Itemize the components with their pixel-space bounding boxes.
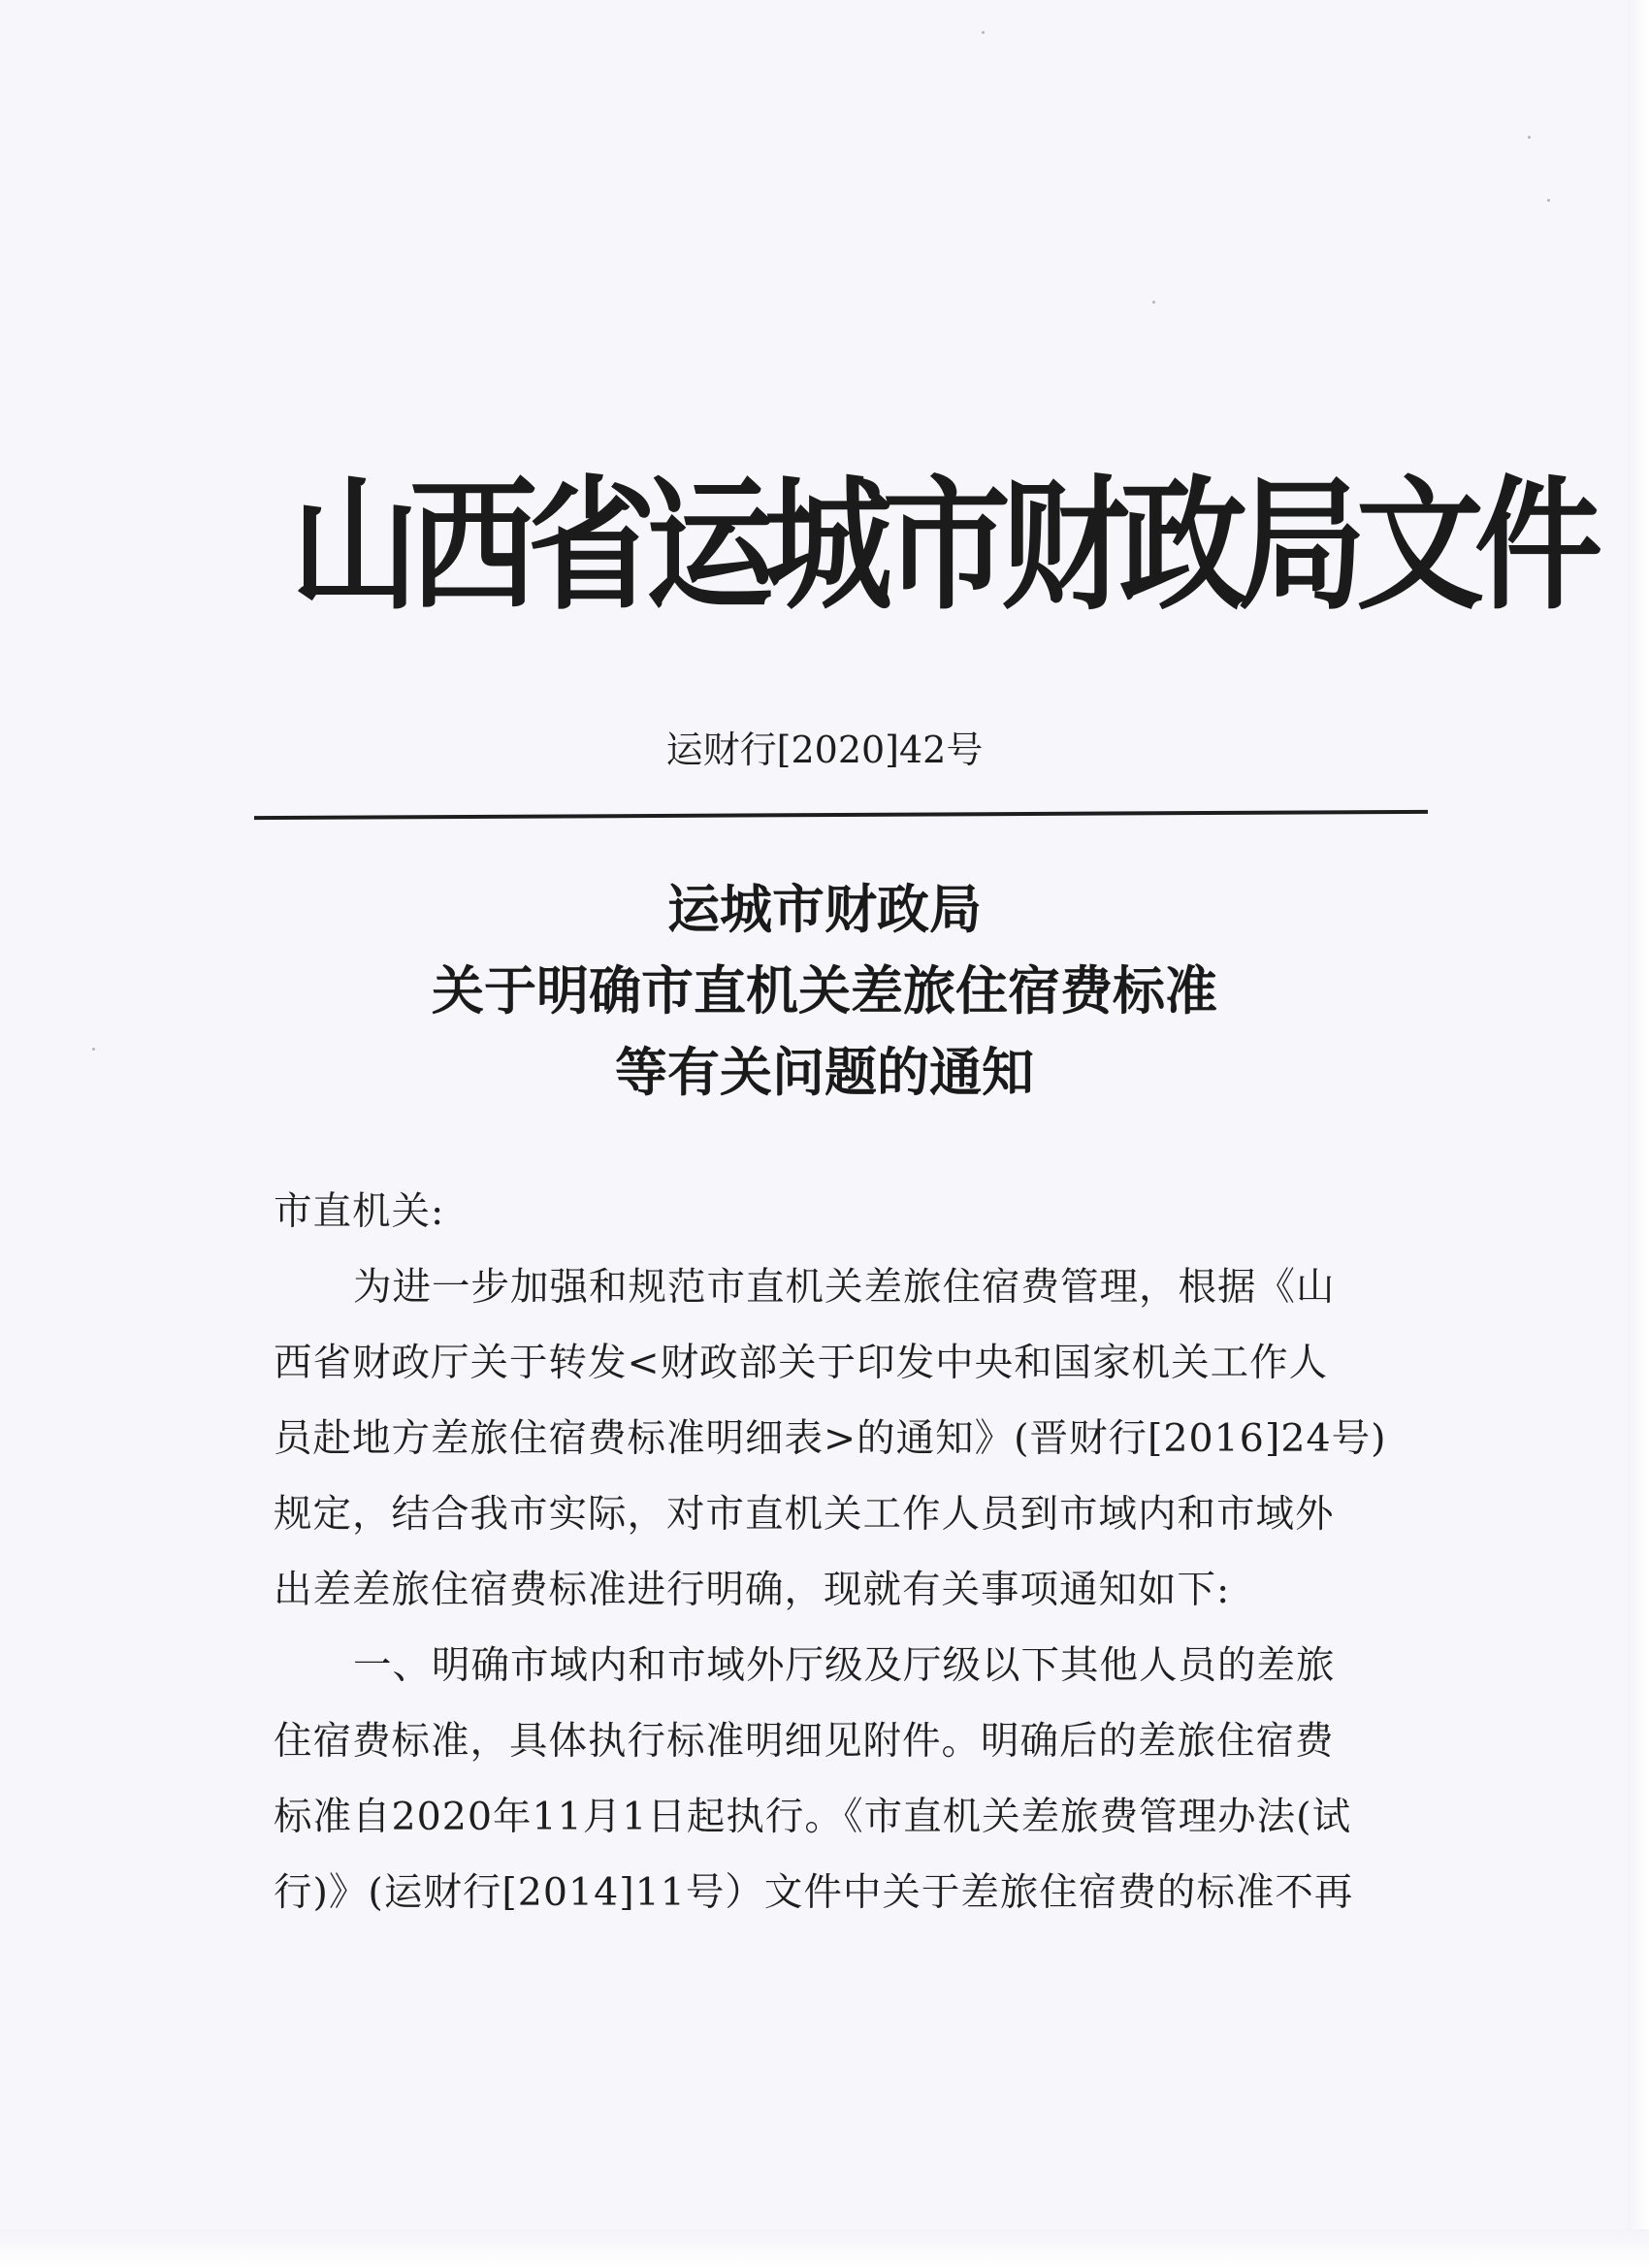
scan-speck	[1528, 136, 1531, 139]
document-number: 运财行[2020]42号	[665, 729, 984, 771]
body-line: 出差差旅住宿费标准进行明确，现就有关事项通知如下:	[274, 1568, 1231, 1612]
notice-body	[274, 1174, 1447, 1930]
scan-speck	[982, 31, 985, 34]
scan-edge-bottom	[0, 2229, 1649, 2268]
body-line: 住宿费标准，具体执行标准明细见附件。明确后的差旅住宿费	[274, 1719, 1335, 1764]
notice-title-line: 关于明确市直机关差旅住宿费标准	[432, 959, 1217, 1021]
document-header-title: 山西省运城市财政局文件	[291, 461, 1593, 631]
body-line: 为进一步加强和规范市直机关差旅住宿费管理，根据《山	[353, 1265, 1336, 1310]
scan-speck	[1152, 301, 1155, 304]
header-divider-rule	[254, 810, 1428, 820]
body-line: 一、明确市域内和市域外厅级及厅级以下其他人员的差旅	[353, 1643, 1336, 1688]
body-line: 西省财政厅关于转发<财政部关于印发中央和国家机关工作人	[274, 1341, 1329, 1385]
scan-speck	[1547, 199, 1550, 202]
body-line: 标准自2020年11月1日起执行。《市直机关差旅费管理办法(试	[274, 1795, 1352, 1839]
body-line: 员赴地方差旅住宿费标准明细表>的通知》(晋财行[2016]24号)	[274, 1416, 1387, 1461]
scan-edge-right	[1628, 0, 1649, 2268]
notice-title-line: 运城市财政局	[667, 878, 982, 940]
addressee: 市直机关:	[274, 1189, 445, 1234]
body-line: 行)》(运财行[2014]11号）文件中关于差旅住宿费的标准不再	[274, 1870, 1354, 1915]
body-line: 规定，结合我市实际，对市直机关工作人员到市域内和市域外	[274, 1492, 1335, 1537]
notice-title-line: 等有关问题的通知	[615, 1041, 1034, 1103]
notice-title	[0, 868, 1649, 1113]
